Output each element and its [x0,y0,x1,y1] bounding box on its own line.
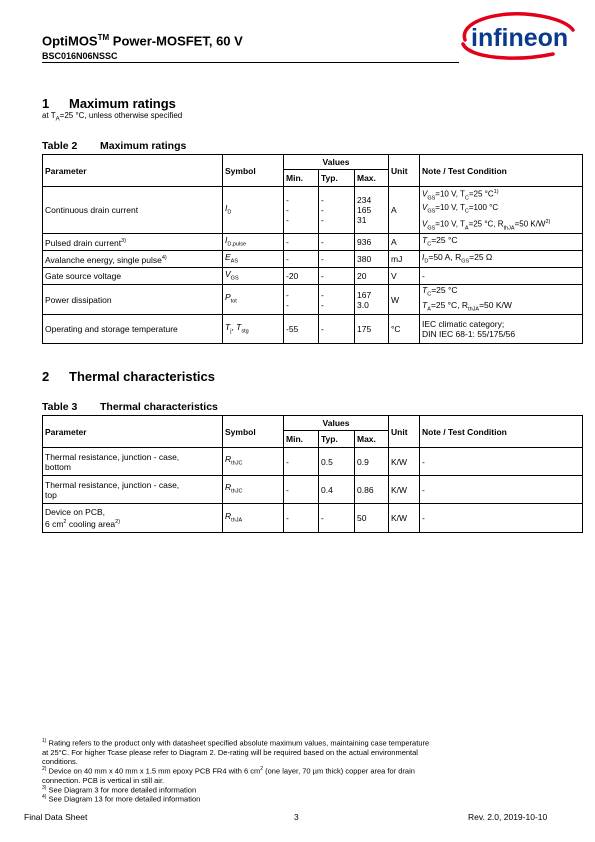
param-cell: Thermal resistance, junction - case, top [43,476,223,504]
typ-cell: - - - [319,187,355,234]
footnote-2: $^{2)}$ Device on 40 mm x 40 mm x 1.5 mm epoxy PCB FR4 with 6 $cm^2$ (one layer, 70 µm thick) copper area for drain connection. PCB is vertical in still air. [42,766,415,785]
unit-cell: °C [389,315,420,344]
typ-cell: - [319,315,355,344]
max-cell: 234 165 31 [355,187,389,234]
symbol-cell: $R_{thJC}$ [223,448,284,476]
typ-cell: - - [319,285,355,315]
symbol-cell: $P_{tot}$ [223,285,284,315]
symbol-cell: $I_{D,pulse}$ [223,234,284,251]
footnote-1: $^{1)}$ Rating refers to the product only with datasheet specified absolute maximum values, maintaining case temperature at 25°C. For higher Tcase please refer to Diagram 2. De-rating will be required based on the actual environmental conditions. [42,738,430,766]
col-header-note: Note / Test Condition [420,416,583,448]
symbol-cell: $R_{thJA}$ [223,504,284,533]
table-2-caption: Table 2 Maximum ratings [42,140,187,152]
unit-cell: V [389,268,420,285]
param-cell: Gate source voltage [43,268,223,285]
note-cell: $T_C=25$ °C [420,234,583,251]
table-row [43,268,583,285]
min-cell: -20 [284,268,319,285]
unit-cell: K/W [389,504,420,533]
param-cell: Device on PCB, 6 $cm^2$ cooling area$^{2)}$ [43,504,223,533]
unit-cell: A [389,234,420,251]
section-1-condition: at $T_A=25$ °C, unless otherwise specified [42,111,183,123]
min-cell: - - [284,285,319,315]
typ-cell: - [319,251,355,268]
col-header-max: Max. [355,170,389,187]
symbol-cell: $I_D$ [223,187,284,234]
col-header-symbol: Symbol [223,416,284,448]
table-row [43,234,583,251]
min-cell: - [284,448,319,476]
note-cell: $I_D=50$ A, $R_{GS}=25$ Ω [420,251,583,268]
typ-cell: - [319,268,355,285]
footer-document-type: Final Data Sheet [24,812,88,822]
footer-page-number: 3 [294,812,299,822]
param-cell: Thermal resistance, junction - case, bottom [43,448,223,476]
min-cell: - [284,234,319,251]
min-cell: -55 [284,315,319,344]
table-row [43,504,583,533]
footer-revision: Rev. 2.0, 2019-10-10 [468,812,548,822]
note-cell: - [420,268,583,285]
col-header-note: Note / Test Condition [420,155,583,187]
table-row [43,448,583,476]
col-header-values: Values [284,416,389,431]
col-header-typ: Typ. [319,170,355,187]
col-header-parameter: Parameter [43,416,223,448]
footnote-3: $^{3)}$ See Diagram 3 for more detailed information [42,785,197,795]
maximum-ratings-table [42,154,583,344]
infineon-logo [455,10,580,62]
min-cell: - [284,504,319,533]
table-row [43,251,583,268]
min-cell: - [284,476,319,504]
symbol-cell: $R_{thJC}$ [223,476,284,504]
section-2-heading: 2 Thermal characteristics [42,369,215,384]
unit-cell: mJ [389,251,420,268]
section-1-heading: 1 Maximum ratings [42,96,176,111]
symbol-cell: $V_{GS}$ [223,268,284,285]
param-cell: Pulsed drain current$^{3)}$ [43,234,223,251]
document-title: OptiMOS™ Power-MOSFET, 60 V [42,33,243,49]
footnote-4: $^{4)}$ See Diagram 13 for more detailed information [42,794,201,804]
note-cell: - [420,504,583,533]
col-header-symbol: Symbol [223,155,284,187]
col-header-min: Min. [284,170,319,187]
max-cell: 20 [355,268,389,285]
note-cell: $T_C=25$ °C $T_A=25$ °C, $R_{thJA}=50$ K/W [420,285,583,315]
max-cell: 50 [355,504,389,533]
note-cell: - [420,476,583,504]
unit-cell: W [389,285,420,315]
table-row [43,187,583,234]
logo-text: infineon [471,24,569,52]
col-header-typ: Typ. [319,431,355,448]
max-cell: 0.9 [355,448,389,476]
max-cell: 175 [355,315,389,344]
header-rule [42,62,459,63]
symbol-cell: $T_j$, $T_{stg}$ [223,315,284,344]
col-header-min: Min. [284,431,319,448]
part-number: BSC016N06NSSC [42,51,118,61]
col-header-unit: Unit [389,155,420,187]
symbol-cell: $E_{AS}$ [223,251,284,268]
table-row [43,285,583,315]
typ-cell: - [319,234,355,251]
typ-cell: 0.4 [319,476,355,504]
min-cell: - [284,251,319,268]
unit-cell: K/W [389,448,420,476]
typ-cell: 0.5 [319,448,355,476]
note-cell: - [420,448,583,476]
unit-cell: A [389,187,420,234]
max-cell: 0.86 [355,476,389,504]
thermal-characteristics-table [42,415,583,533]
param-cell: Continuous drain current [43,187,223,234]
col-header-values: Values [284,155,389,170]
note-cell: IEC climatic category; DIN IEC 68-1: 55/175/56 [420,315,583,344]
note-cell: $V_{GS}=10$ V, $T_C=25$ $^\circ C^{1)}$ $V_{GS}=10$ V, $T_C=100$ °C $V_{GS}=10$ V, $T_A=25$ °C, $R_{thJA}=50$ $K/W^{2)}$ [420,187,583,234]
max-cell: 380 [355,251,389,268]
col-header-max: Max. [355,431,389,448]
typ-cell: - [319,504,355,533]
unit-cell: K/W [389,476,420,504]
table-row [43,476,583,504]
param-cell: Avalanche energy, single pulse$^{4)}$ [43,251,223,268]
table-3-caption: Table 3 Thermal characteristics [42,401,218,413]
param-cell: Operating and storage temperature [43,315,223,344]
min-cell: - - - [284,187,319,234]
max-cell: 167 3.0 [355,285,389,315]
col-header-parameter: Parameter [43,155,223,187]
table-row [43,315,583,344]
param-cell: Power dissipation [43,285,223,315]
col-header-unit: Unit [389,416,420,448]
max-cell: 936 [355,234,389,251]
